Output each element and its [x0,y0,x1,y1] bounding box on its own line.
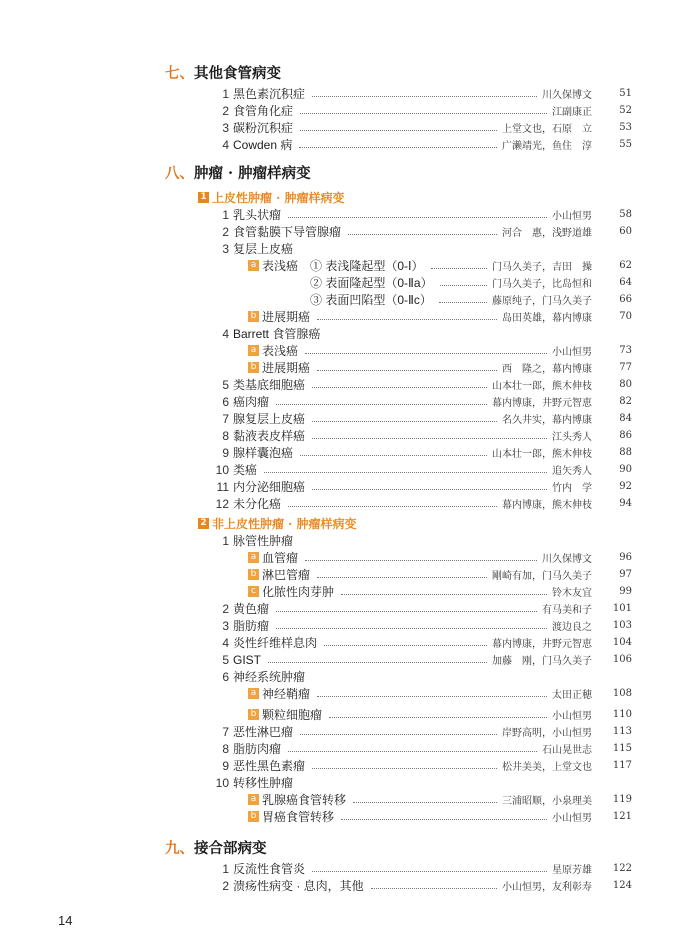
entry-author: 幕内博康，熊木伸枝 [502,500,592,511]
entry-page: 117 [612,760,632,771]
entry-author: 太田正穂 [552,690,592,701]
entry-page: 64 [619,277,632,288]
entry-page: 113 [612,726,632,737]
dot-leader [312,387,487,388]
entry-author: 加藤 刚，门马久美子 [492,656,592,667]
entry-number: 5 [222,377,229,392]
entry-page: 99 [619,586,632,597]
toc-entry[interactable] [222,877,632,894]
entry-number: 10 [215,775,229,790]
entry-author: 渡边良之 [552,622,592,633]
entry-title: 炎性纤维样息肉 [233,634,321,651]
entry-title: 黏液表皮样癌 [233,427,309,444]
entry-page: 66 [619,294,632,305]
entry-page: 86 [619,430,632,441]
entry-author: 幕内博康，井野元智恵 [492,398,592,409]
toc-entry[interactable] [248,359,632,376]
entry-author: 名久井实，幕内博康 [502,415,592,426]
entry-badge: a [248,345,259,356]
toc-entry[interactable] [215,461,632,478]
entry-page: 92 [619,481,632,492]
dot-leader [341,819,547,820]
entry-page: 94 [619,498,632,509]
section-title: 肿瘤 · 肿瘤样病变 [194,165,311,182]
toc-entry[interactable] [222,376,632,393]
entry-page: 110 [612,709,632,720]
entry-page: 80 [619,379,632,390]
entry-page: 90 [619,464,632,475]
entry-author: 小山恒男 [552,711,592,722]
dot-leader [312,438,547,439]
dot-leader [353,802,497,803]
dot-leader [276,404,487,405]
subsection-badge: 1 [198,192,209,203]
section-heading [165,62,281,83]
toc-entry[interactable] [222,119,632,136]
entry-number: 12 [215,496,229,511]
entry-page: 121 [612,811,632,822]
section-title: 接合部病变 [194,840,267,857]
entry-page: 52 [619,105,632,116]
entry-page: 115 [612,743,632,754]
entry-page: 58 [619,209,632,220]
entry-number: 11 [216,479,229,494]
entry-author: 上堂文也，石原 立 [502,124,592,135]
entry-number: 8 [222,741,229,756]
entry-title: 脉管性肿瘤 [233,532,297,549]
toc-entry[interactable] [222,325,592,342]
entry-number: 9 [222,758,229,773]
toc-entry[interactable] [222,223,632,240]
entry-badge: c [248,586,259,597]
toc-entry[interactable] [248,808,632,825]
entry-author: 铃木友宜 [552,588,592,599]
entry-title: 神经鞘瘤 [262,685,314,702]
toc-entry[interactable] [222,393,632,410]
dot-leader [276,628,547,629]
entry-author: 小山恒男 [552,347,592,358]
dot-leader [371,888,497,889]
toc-entry[interactable] [222,860,632,877]
dot-leader [329,717,547,718]
entry-number: 3 [222,120,229,135]
dot-leader [299,147,497,148]
entry-page: 119 [612,794,632,805]
entry-number: 7 [222,411,229,426]
entry-title: 类癌 [233,461,261,478]
section-number: 八、 [165,165,194,182]
entry-author: 星原芳雄 [552,865,592,876]
entry-page: 104 [612,637,632,648]
toc-entry[interactable] [222,427,632,444]
entry-badge: b [248,569,259,580]
entry-title: Cowden 病 [233,136,296,153]
toc-entry[interactable] [222,136,632,153]
entry-title: 溃疡性病变 · 息肉，其他 [233,877,368,894]
entry-page: 88 [619,447,632,458]
toc-entry[interactable] [222,668,592,685]
entry-author: 剛崎有加，门马久美子 [492,571,592,582]
entry-number: 7 [222,724,229,739]
section-title: 其他食管病变 [194,65,281,82]
entry-page: 106 [612,654,632,665]
entry-page: 97 [619,569,632,580]
entry-page: 101 [612,603,632,614]
entry-page: 77 [619,362,632,373]
toc-entry[interactable] [222,600,632,617]
entry-page: 51 [619,88,632,99]
entry-author: 广濑靖光，鱼住 淳 [502,141,592,152]
toc-entry[interactable] [222,240,592,257]
entry-number: 3 [222,241,229,256]
entry-title: 脂肪瘤 [233,617,273,634]
entry-title: 脂肪肉瘤 [233,740,285,757]
dot-leader [431,268,487,269]
entry-title: 腺复层上皮癌 [233,410,309,427]
toc-entry[interactable] [248,342,632,359]
entry-author: 藤原纯子，门马久美子 [492,296,592,307]
entry-author: 竹内 学 [552,483,592,494]
entry-title: Barrett 食管腺癌 [233,325,324,342]
dot-leader [312,871,547,872]
entry-title: 表浅癌 ① 表浅隆起型（0-Ⅰ） [262,257,428,274]
dot-leader [312,96,537,97]
subsection-title: 非上皮性肿瘤 · 肿瘤样病变 [212,517,357,531]
dot-leader [312,421,497,422]
entry-number: 4 [222,137,229,152]
entry-author: 河合 惠，浅野道雄 [502,228,592,239]
entry-badge: a [248,260,259,271]
subsection-heading [198,515,357,532]
entry-number: 2 [222,878,229,893]
entry-page: 122 [612,863,632,874]
dot-leader [317,370,497,371]
entry-author: 小山恒男，友利彰寿 [502,882,592,893]
toc-entry[interactable] [222,740,632,757]
entry-number: 10 [215,462,229,477]
entry-author: 三浦昭顺，小泉理美 [502,796,592,807]
section-heading [165,162,311,183]
entry-title: 碳粉沉积症 [233,119,297,136]
entry-author: 江头秀人 [552,432,592,443]
entry-number: 9 [222,445,229,460]
entry-title: 神经系统肿瘤 [233,668,309,685]
dot-leader [348,234,497,235]
entry-author: 小山恒男 [552,211,592,222]
entry-number: 3 [222,618,229,633]
entry-number: 2 [222,224,229,239]
entry-number: 4 [222,635,229,650]
dot-leader [305,560,537,561]
entry-author: 追矢秀人 [552,466,592,477]
entry-title: 食管角化症 [233,102,297,119]
toc-entry[interactable] [248,791,632,808]
toc-entry[interactable] [222,757,632,774]
toc-entry[interactable] [222,651,632,668]
toc-entry[interactable] [215,495,632,512]
entry-number: 4 [222,326,229,341]
dot-leader [288,506,497,507]
entry-badge: b [248,362,259,373]
entry-author: 幕内博康，井野元智恵 [492,639,592,650]
toc-entry[interactable] [222,410,632,427]
entry-number: 1 [222,207,229,222]
entry-author: 岛田英雄，幕内博康 [502,313,592,324]
entry-title: 反流性食管炎 [233,860,309,877]
dot-leader [317,319,497,320]
subsection-heading [198,189,345,206]
entry-page: 53 [619,122,632,133]
entry-page: 124 [612,880,632,891]
toc-entry[interactable] [222,532,592,549]
entry-title: 表浅癌 [262,342,302,359]
dot-leader [268,662,487,663]
entry-title: 转移性肿瘤 [233,774,297,791]
entry-title: 内分泌细胞癌 [233,478,309,495]
entry-page: 55 [619,139,632,150]
entry-title: 未分化癌 [233,495,285,512]
entry-page: 96 [619,552,632,563]
toc-entry[interactable] [216,478,632,495]
entry-author: 山本壮一郎，熊木伸枝 [492,449,592,460]
toc-entry[interactable] [248,566,632,583]
entry-author: 小山恒男 [552,813,592,824]
dot-leader [317,577,487,578]
toc-entry[interactable] [248,685,632,702]
dot-leader [276,611,537,612]
dot-leader [288,217,547,218]
entry-author: 门马久美子，吉田 操 [492,262,592,273]
entry-title: 淋巴管瘤 [262,566,314,583]
toc-entry[interactable] [222,85,632,102]
entry-title: 胃癌食管转移 [262,808,338,825]
entry-badge: b [248,311,259,322]
entry-page: 70 [619,311,632,322]
toc-entry[interactable] [248,706,632,723]
entry-number: 8 [222,428,229,443]
toc-entry[interactable] [310,274,632,291]
entry-author: 石山晃世志 [542,745,592,756]
dot-leader [439,302,487,303]
dot-leader [300,455,487,456]
entry-title: 复层上皮癌 [233,240,297,257]
entry-author: 西 隆之，幕内博康 [502,364,592,375]
toc-entry[interactable] [222,617,632,634]
dot-leader [341,594,547,595]
toc-entry[interactable] [222,206,632,223]
entry-title: 腺样囊泡癌 [233,444,297,461]
subsection-title: 上皮性肿瘤 · 肿瘤样病变 [212,191,345,205]
entry-title: 恶性淋巴瘤 [233,723,297,740]
section-number: 九、 [165,840,194,857]
entry-number: 1 [222,861,229,876]
entry-author: 川久保博文 [542,554,592,565]
entry-title: 黄色瘤 [233,600,273,617]
entry-author: 门马久美子，比岛恒和 [492,279,592,290]
toc-entry[interactable] [222,444,632,461]
entry-title: 颗粒细胞瘤 [262,706,326,723]
toc-entry[interactable] [248,257,632,274]
dot-leader [317,696,547,697]
entry-title: GIST [233,653,265,667]
dot-leader [264,472,547,473]
entry-number: 1 [222,533,229,548]
entry-title: 癌肉瘤 [233,393,273,410]
dot-leader [324,645,487,646]
entry-title: 化脓性肉芽肿 [262,583,338,600]
dot-leader [440,285,487,286]
entry-badge: a [248,794,259,805]
entry-badge: a [248,552,259,563]
entry-author: 松井美美，上堂文也 [502,762,592,773]
entry-author: 山本壮一郎，熊木伸枝 [492,381,592,392]
dot-leader [300,734,497,735]
entry-number: 2 [222,103,229,118]
entry-number: 2 [222,601,229,616]
entry-author: 有马美和子 [542,605,592,616]
entry-title: 类基底细胞癌 [233,376,309,393]
entry-badge: a [248,688,259,699]
entry-page: 84 [619,413,632,424]
dot-leader [312,489,547,490]
toc-entry[interactable] [310,291,632,308]
toc-entry[interactable] [222,102,632,119]
entry-number: 1 [222,86,229,101]
section-number: 七、 [165,65,194,82]
toc-entry[interactable] [222,723,632,740]
entry-page: 73 [619,345,632,356]
toc-entry[interactable] [248,583,632,600]
entry-title: 进展期癌 [262,308,314,325]
dot-leader [312,768,497,769]
entry-title: 乳腺癌食管转移 [262,791,350,808]
entry-author: 川久保博文 [542,90,592,101]
entry-number: 6 [222,669,229,684]
entry-title: 血管瘤 [262,549,302,566]
entry-title: 进展期癌 [262,359,314,376]
entry-page: 103 [612,620,632,631]
entry-title: ③ 表面凹陷型（0-Ⅱc） [310,291,436,308]
entry-title: 食管黏膜下导管腺瘤 [233,223,345,240]
toc-entry[interactable] [215,774,592,791]
entry-page: 108 [612,688,632,699]
entry-title: ② 表面隆起型（0-Ⅱa） [310,274,437,291]
toc-entry[interactable] [248,308,632,325]
entry-page: 82 [619,396,632,407]
entry-badge: b [248,709,259,720]
entry-title: 恶性黑色素瘤 [233,757,309,774]
entry-page: 62 [619,260,632,271]
entry-author: 江副康正 [552,107,592,118]
toc-entry[interactable] [222,634,632,651]
dot-leader [300,113,547,114]
page-number: 14 [58,913,73,928]
entry-number: 5 [222,652,229,667]
entry-page: 60 [619,226,632,237]
entry-title: 乳头状瘤 [233,206,285,223]
entry-number: 6 [222,394,229,409]
dot-leader [288,751,537,752]
dot-leader [300,130,497,131]
toc-entry[interactable] [248,549,632,566]
section-heading [165,837,267,858]
entry-title: 黑色素沉积症 [233,85,309,102]
entry-author: 岸野高明，小山恒男 [502,728,592,739]
subsection-badge: 2 [198,518,209,529]
dot-leader [305,353,547,354]
entry-badge: b [248,811,259,822]
